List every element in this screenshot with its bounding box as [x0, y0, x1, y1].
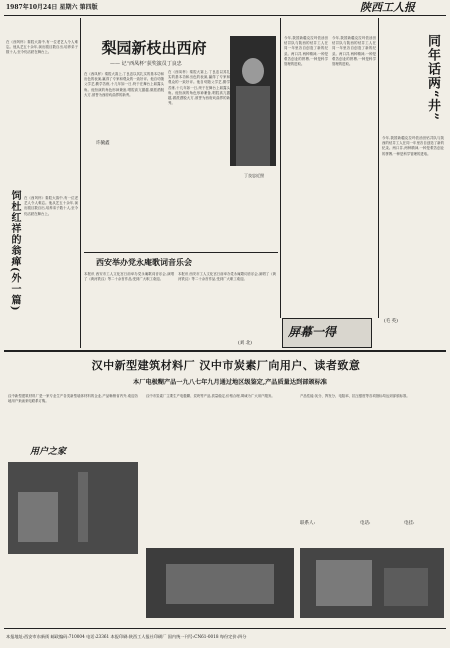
factory-workshop	[316, 560, 372, 606]
left-column-body-2: 在《西风杯》秦腔大赛中,有一位老艺人令人难忘。他从艺五十余年,演出剧目数百出,培养弟子数十人,至今仍活跃在舞台上。	[24, 196, 78, 216]
ad-text-right: 产品性能:灰分、挥发分、电阻率、抗压强度等各项指标均达到部颁标准。	[300, 394, 410, 398]
feature-author: 许毓鑫	[96, 141, 110, 146]
ad-seal: 用户之家	[30, 447, 67, 457]
portrait-body	[236, 86, 270, 166]
photo-caption: 丁良忠近照	[244, 173, 264, 178]
screen-box-byline: (毛 英)	[384, 319, 398, 324]
song-top-rule	[84, 252, 278, 253]
right-column-divider	[378, 18, 379, 318]
left-column-title: 饲杜红祥的翁瘅(外一篇)	[9, 190, 20, 312]
ad-headline: 汉中新型建筑材料厂 汉中市炭素厂向用户、读者致意	[91, 359, 361, 372]
date-line: 1987年10月24日 星期六 第四版	[6, 4, 98, 11]
paper-name: 陕西工人报	[360, 1, 415, 14]
feature-subheadline: —— 记“西凤杯”获奖演员丁良忠	[110, 61, 182, 67]
portrait-face	[242, 58, 264, 84]
feature-body: 在《西凤杯》秦腔大赛上,丁良忠以其扎实的基本功和出色的表演,赢得了专家和观众的一致好评。他自幼随父学艺,勤学苦练,十几年如一日,终于在舞台上崭露头角。他扮演的角色形神兼备,唱腔高亢激越,做派洒脱大方,被誉为西府戏曲界的新秀。	[84, 72, 164, 97]
ad-subheadline: 本厂电极糊产品一九八七年九月通过地区级鉴定,产品质量达到部颁标准	[133, 379, 327, 386]
ad-contact-person: 联系人:	[300, 521, 316, 526]
feature-right-divider	[280, 18, 281, 318]
feature-headline: 梨园新枝出西府	[101, 39, 207, 57]
factory-photo-left	[8, 462, 138, 554]
left-column-body: 在《西风杯》秦腔大赛中,有一位老艺人令人难忘。他从艺五十余年,演出剧目数百出,培养弟子数十人,至今仍活跃在舞台上。	[6, 40, 78, 55]
ad-text-mid: 汉中市炭素厂主要生产电极糊、炭块等产品,质量稳定,价格合理,竭诚为广大用户服务。	[146, 394, 275, 398]
song-contest-byline: (刘 北)	[238, 341, 252, 346]
ad-text-left: 汉中新型建筑材料厂是一家专业生产各类新型墙体材料的企业,产品畅销省内外,欢迎各地用户来函来电联系订购。	[8, 394, 138, 404]
factory-photo-right	[300, 548, 444, 618]
masthead-rule	[4, 15, 446, 16]
factory-chimney	[78, 472, 88, 542]
footer-rule	[4, 628, 446, 629]
ad-phone: 电话:	[360, 521, 371, 526]
right-column-body: 今年,我国新疆克拉玛依油田钻井队与陕西的钻井工人在同一年里各自创造了新的纪录。两口井,两种精神,一种是艰苦创业的拼搏,一种是科学管理的进取。	[382, 136, 444, 156]
song-contest-body: 本报讯 西安市工人文化宫日前举办党永庵歌词音乐会,演唱了《黄河铁汉》等二十余首作品,受到广大职工欢迎。	[84, 272, 174, 282]
song-contest-headline: 西安举办党永庵歌词音乐会	[96, 257, 192, 267]
feature-body-2: 在《西凤杯》秦腔大赛上,丁良忠以其扎实的基本功和出色的表演,赢得了专家和观众的一致好评。他自幼随父学艺,勤学苦练,十几年如一日,终于在舞台上崭露头角。他扮演的角色形神兼备,唱腔高亢激越,做派洒脱大方,被誉为西府戏曲界的新秀。	[168, 70, 230, 106]
right-text-column-2: 今年,我国新疆克拉玛依油田钻井队与陕西的钻井工人在同一年里各自创造了新的纪录。两口井,两种精神,一种是艰苦创业的拼搏,一种是科学管理的进取。	[332, 36, 376, 67]
factory-building	[18, 492, 58, 542]
factory-machinery	[384, 568, 428, 606]
footer-text: 本报地址:西安市东新街 邮政编码:710004 电话:23361 本报印刷:陕西工人报社印刷厂 国内统一刊号:CN61-0018 每份定价:四分	[6, 634, 247, 639]
ad-top-rule	[4, 350, 446, 352]
left-column-divider	[80, 18, 81, 348]
right-text-column-1: 今年,我国新疆克拉玛依油田钻井队与陕西的钻井工人在同一年里各自创造了新的纪录。两口井,两种精神,一种是艰苦创业的拼搏,一种是科学管理的进取。	[284, 36, 328, 67]
factory-equipment	[166, 564, 274, 604]
screen-box-label: 屏幕一得	[288, 325, 337, 339]
portrait-photo	[230, 36, 276, 166]
factory-photo-mid	[146, 548, 294, 618]
song-contest-body-2: 本报讯 西安市工人文化宫日前举办党永庵歌词音乐会,演唱了《黄河铁汉》等二十余首作品,受到广大职工欢迎。	[178, 272, 276, 282]
ad-telegram: 电挂:	[404, 521, 415, 526]
right-column-title: 同年话两“井”	[425, 34, 440, 121]
